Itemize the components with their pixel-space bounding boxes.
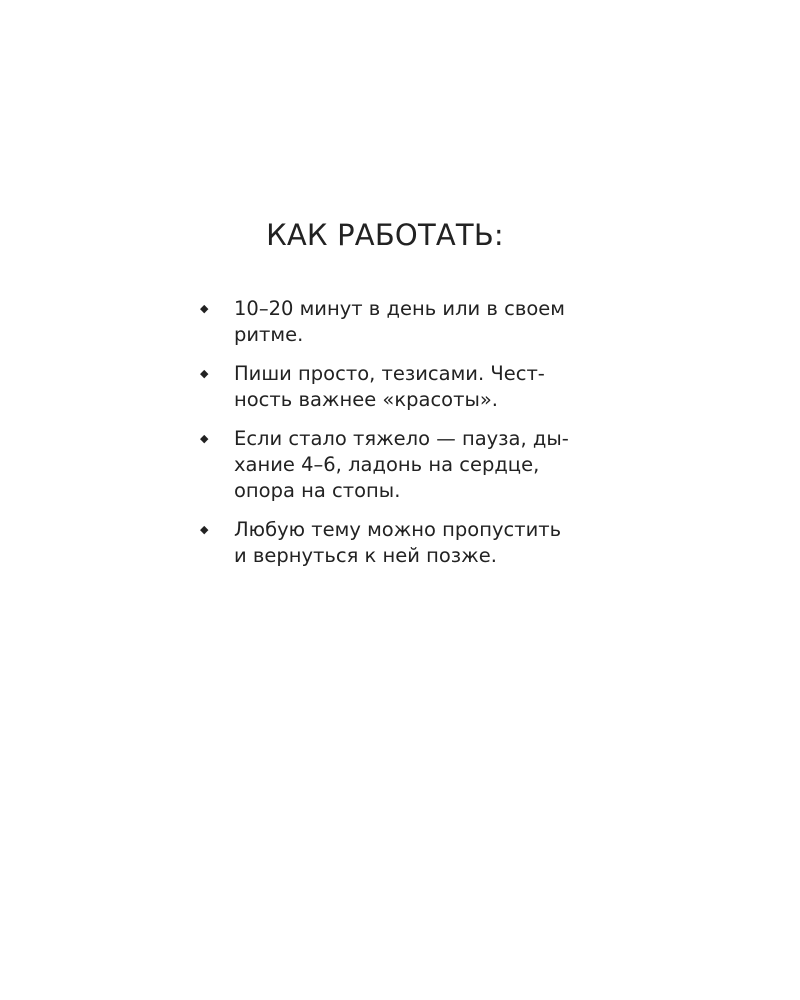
list-item-line: и вернуться к ней позже. [234, 544, 497, 567]
list-item [194, 517, 574, 569]
diamond-bullet-icon: ◆ [200, 367, 209, 380]
list-item-line: Пиши просто, тезисами. Чест- [234, 362, 545, 385]
list-item [194, 361, 574, 413]
list-item-line: хание 4–6, ладонь на сердце, [234, 453, 540, 476]
list-item-line: опора на стопы. [234, 479, 401, 502]
list-item-line: ность важнее «красоты». [234, 388, 498, 411]
diamond-bullet-icon: ◆ [200, 302, 209, 315]
list-item-line: Если стало тяжело — пауза, ды- [234, 427, 569, 450]
list-item [194, 296, 574, 348]
page-title: КАК РАБОТАТЬ: [266, 218, 504, 252]
list-item [194, 426, 574, 504]
diamond-bullet-icon: ◆ [200, 432, 209, 445]
list-item-line: Любую тему можно пропустить [234, 518, 562, 541]
instructions-list [194, 296, 574, 582]
diamond-bullet-icon: ◆ [200, 523, 209, 536]
list-item-line: 10–20 минут в день или в своем [234, 297, 565, 320]
list-item-line: ритме. [234, 323, 304, 346]
